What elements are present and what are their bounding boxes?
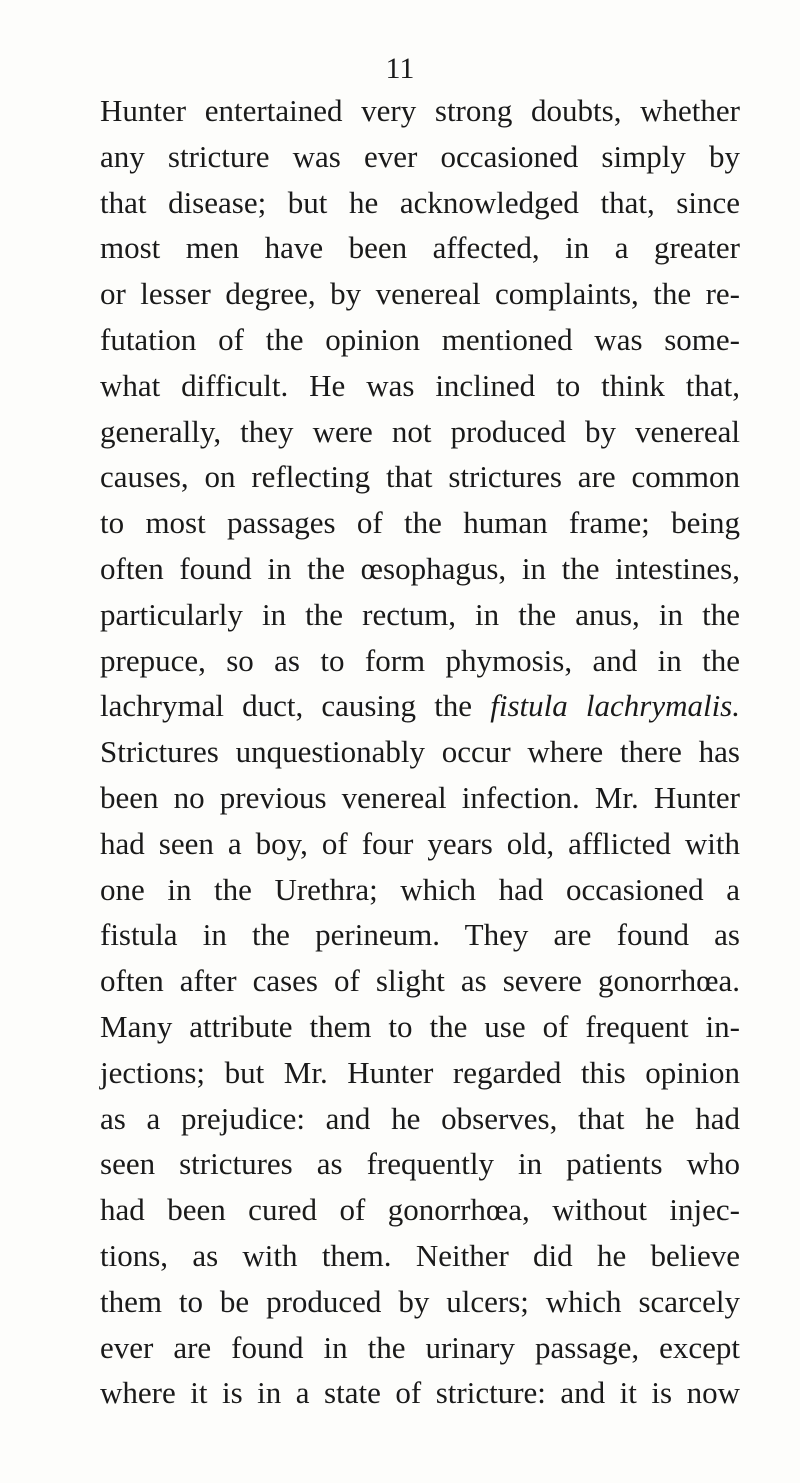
text-line	[100, 1096, 740, 1142]
text-line	[100, 134, 740, 180]
text-line	[100, 454, 740, 500]
text-line	[100, 775, 740, 821]
text-segment: generally, they were not produced by venereal	[100, 413, 740, 449]
text-segment: been no previous venereal infection. Mr. Hunter	[100, 779, 740, 815]
text-segment: where it is in a state of stricture: and it is now	[100, 1375, 740, 1411]
text-line	[100, 729, 740, 775]
text-segment: seen strictures as frequently in patients who	[100, 1146, 740, 1182]
text-line	[100, 363, 740, 409]
text-line	[100, 1004, 740, 1050]
text-line	[100, 683, 740, 729]
text-segment: jections; but Mr. Hunter regarded this opinion	[100, 1054, 740, 1090]
text-segment: had been cured of gonorrhœa, without injec-	[100, 1192, 740, 1228]
text-line	[100, 546, 740, 592]
text-segment: had seen a boy, of four years old, afflicted with	[100, 825, 740, 861]
text-line	[100, 500, 740, 546]
text-segment: prepuce, so as to form phymosis, and in the	[100, 642, 740, 678]
text-segment: that disease; but he acknowledged that, since	[100, 184, 740, 220]
text-segment: often after cases of slight as severe gonorrhœa.	[100, 963, 740, 999]
text-segment: as a prejudice: and he observes, that he had	[100, 1100, 740, 1136]
text-line	[100, 1325, 740, 1371]
text-segment: causes, on reflecting that strictures are common	[100, 459, 740, 495]
text-line	[100, 638, 740, 684]
text-segment: futation of the opinion mentioned was some-	[100, 321, 740, 357]
text-segment: most men have been affected, in a greater	[100, 230, 740, 266]
text-segment: to most passages of the human frame; being	[100, 505, 740, 541]
text-line	[100, 1187, 740, 1233]
text-line	[100, 409, 740, 455]
text-segment: lachrymal duct, causing the	[100, 688, 491, 724]
text-segment: any stricture was ever occasioned simply by	[100, 138, 740, 174]
text-line	[100, 821, 740, 867]
text-segment: particularly in the rectum, in the anus, in the	[100, 596, 740, 632]
text-segment: Hunter entertained very strong doubts, whether	[100, 93, 740, 128]
body-text	[100, 88, 740, 1416]
text-segment: Many attribute them to the use of frequent in-	[100, 1008, 740, 1044]
text-line	[100, 912, 740, 958]
text-segment: tions, as with them. Neither did he believe	[100, 1237, 740, 1273]
text-segment: what difficult. He was inclined to think that,	[100, 367, 740, 403]
text-segment: them to be produced by ulcers; which scarcely	[100, 1283, 740, 1319]
text-line	[100, 180, 740, 226]
text-line	[100, 1233, 740, 1279]
text-segment: ever are found in the urinary passage, except	[100, 1329, 740, 1365]
text-line	[100, 958, 740, 1004]
text-segment: Strictures unquestionably occur where there has	[100, 734, 740, 770]
text-line	[100, 317, 740, 363]
text-line	[100, 867, 740, 913]
text-segment: one in the Urethra; which had occasioned a	[100, 871, 740, 907]
text-line	[100, 1279, 740, 1325]
text-segment: fistula in the perineum. They are found as	[100, 917, 740, 953]
text-line	[100, 88, 740, 134]
page-number: 11	[385, 52, 415, 85]
text-line	[100, 1050, 740, 1096]
text-line	[100, 1141, 740, 1187]
text-line	[100, 592, 740, 638]
text-line	[100, 271, 740, 317]
text-line	[100, 1370, 740, 1416]
text-line	[100, 225, 740, 271]
text-segment: often found in the œsophagus, in the intestines,	[100, 550, 740, 586]
text-segment: or lesser degree, by venereal complaints, the re-	[100, 276, 740, 312]
italic-phrase: fistula lachrymalis.	[490, 688, 740, 724]
